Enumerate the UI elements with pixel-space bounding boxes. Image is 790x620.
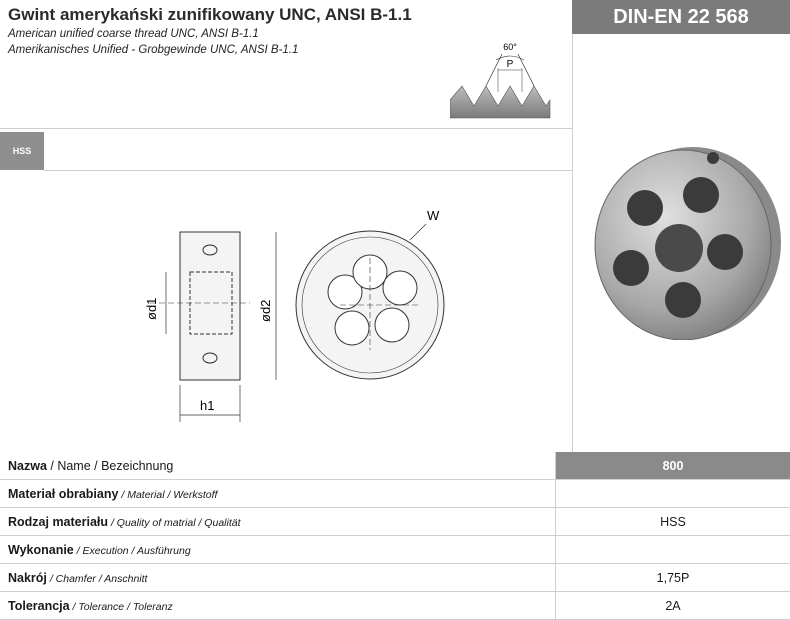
row-label-bold: Tolerancja [8, 599, 70, 613]
row-label-translation: / Material / Werkstoff [118, 489, 217, 501]
table-row [0, 536, 790, 564]
column-divider [572, 34, 573, 454]
die-front-view [296, 231, 444, 379]
table-row [0, 452, 790, 480]
row-value: HSS [556, 508, 790, 536]
row-value: 2A [556, 592, 790, 620]
row-label-bold: Nakrój [8, 571, 47, 585]
subtitle-german: Amerikanisches Unified - Grobgewinde UNC, ANSI B-1.1 [8, 42, 563, 58]
product-photo [583, 140, 783, 340]
row-label-translation: / Chamfer / Anschnitt [47, 573, 148, 585]
subtitle-english: American unified coarse thread UNC, ANSI B-1.1 [8, 26, 563, 42]
row-label [0, 592, 556, 620]
row-label [0, 452, 556, 480]
table-row [0, 480, 790, 508]
material-tag: HSS [0, 132, 44, 170]
row-label [0, 480, 556, 508]
row-value: 800 [556, 452, 790, 480]
row-value: 1,75P [556, 564, 790, 592]
row-label-translation: / Execution / Ausführung [74, 545, 191, 557]
properties-table [0, 452, 790, 620]
thread-pitch-label: P [507, 59, 514, 70]
table-row [0, 592, 790, 620]
w-label: W [427, 208, 440, 223]
divider [0, 128, 572, 129]
divider [44, 170, 572, 171]
row-label-translation: / Quality of matrial / Qualität [108, 517, 240, 529]
h1-label: h1 [200, 398, 214, 413]
page-title: Gwint amerykański zunifikowany UNC, ANSI B-1.1 [8, 4, 563, 26]
row-label-bold: Nazwa [8, 459, 47, 473]
row-label-bold: Rodzaj materiału [8, 515, 108, 529]
row-value [556, 536, 790, 564]
row-label-bold: Materiał obrabiany [8, 487, 118, 501]
table-row [0, 564, 790, 592]
die-technical-drawing [130, 200, 450, 425]
row-value [556, 480, 790, 508]
d1-label: ød1 [144, 298, 159, 320]
die-side-view [150, 232, 250, 380]
row-label [0, 536, 556, 564]
row-label [0, 508, 556, 536]
row-label-translation: / Name / Bezeichnung [47, 459, 173, 473]
standard-badge: DIN-EN 22 568 [572, 0, 790, 34]
d2-label: ød2 [258, 300, 273, 322]
row-label-bold: Wykonanie [8, 543, 74, 557]
row-label [0, 564, 556, 592]
thread-angle-label: 60° [503, 42, 517, 52]
row-label-translation: / Tolerance / Toleranz [70, 601, 173, 613]
table-row [0, 508, 790, 536]
thread-profile-diagram [450, 40, 555, 122]
